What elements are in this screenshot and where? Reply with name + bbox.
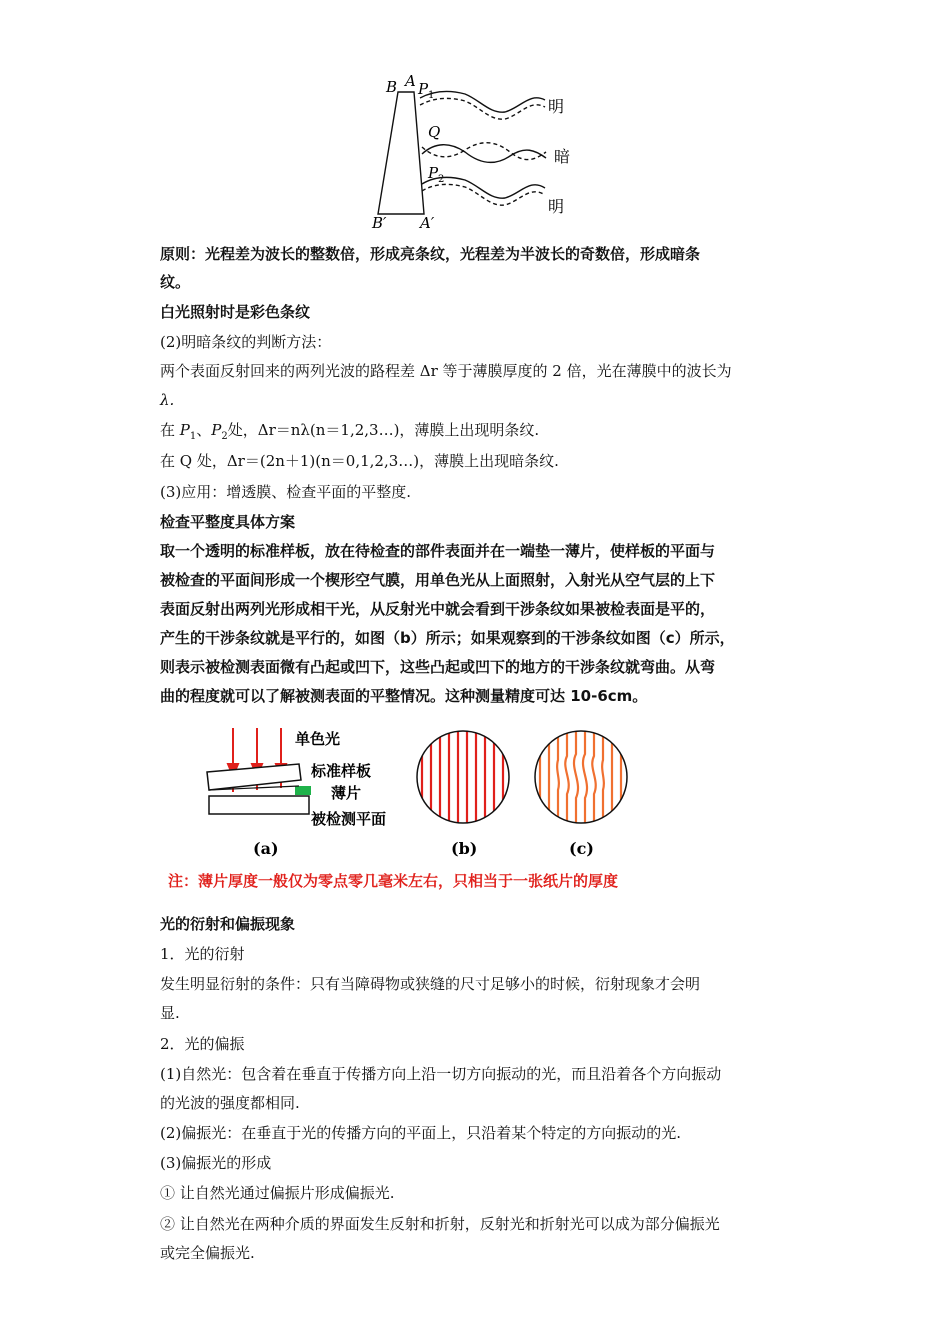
flatness-line-4: 产生的干涉条纹就是平行的，如图（b）所示；如果观察到的干涉条纹如图（c）所示， [160, 629, 735, 647]
diffraction-heading: 1．光的衍射 [160, 945, 245, 963]
label-q: Q [428, 123, 441, 141]
caption-c: (c) [569, 839, 594, 858]
polarization-heading: 2．光的偏振 [160, 1035, 245, 1053]
tested-surface [209, 796, 309, 814]
result-bright-top: 明 [548, 97, 565, 116]
white-light-heading: 白光照射时是彩色条纹 [160, 303, 311, 321]
q-position-line: 在 Q 处，Δr＝(2n＋1)(n＝0,1,2,3…)，薄膜上出现暗条纹. [160, 452, 559, 470]
flatness-line-5: 则表示被检测表面微有凸起或凹下，这些凸起或凹下的地方的干涉条纹就弯曲。从弯 [160, 658, 716, 676]
flatness-line-1: 取一个透明的标准样板，放在待检查的部件表面并在一端垫一薄片，使样板的平面与 [160, 542, 716, 560]
label-a-prime: A′ [420, 214, 435, 232]
flatness-line-3: 表面反射出两列光形成相干光，从反射光中就会看到干涉条纹如果被检表面是平的， [160, 600, 716, 618]
label-p2-sub: 2 [438, 174, 445, 185]
principle-line-1: 原则：光程差为波长的整数倍，形成亮条纹，光程差为半波长的奇数倍，形成暗条 [160, 245, 701, 263]
caption-a: (a) [253, 839, 279, 858]
label-p1-sub: 1 [428, 90, 435, 101]
principle-line-2: 纹。 [160, 273, 191, 291]
p2-symbol: P [211, 421, 222, 439]
result-dark: 暗 [554, 147, 571, 166]
p-line-pre: 在 [160, 421, 180, 439]
diffraction-condition-2: 显. [160, 1004, 180, 1022]
flatness-heading: 检查平整度具体方案 [160, 513, 296, 531]
wedge-film [378, 92, 424, 214]
label-standard-plate: 标准样板 [311, 762, 372, 780]
natural-light-1: (1)自然光：包含着在垂直于传播方向上沿一切方向振动的光，而且沿着各个方向振动 [160, 1065, 722, 1083]
p1-symbol: P [179, 421, 190, 439]
polarized-light: (2)偏振光：在垂直于光的传播方向的平面上，只沿着某个特定的方向振动的光. [160, 1124, 682, 1142]
flatness-line-2: 被检查的平面间形成一个楔形空气膜，用单色光从上面照射，入射光从空气层的上下 [160, 571, 716, 589]
p1-subscript: 1 [189, 431, 197, 442]
label-thin-sheet: 薄片 [331, 784, 362, 802]
p-line-post: 处，Δr＝nλ(n＝1,2,3…)，薄膜上出现明条纹. [227, 421, 540, 439]
p-separator: 、 [196, 421, 212, 439]
note-thickness: 注：薄片厚度一般仅为零点零几毫米左右，只相当于一张纸片的厚度 [168, 872, 619, 890]
formation-item-1: ① 让自然光通过偏振片形成偏振光. [160, 1184, 395, 1202]
diffraction-section-heading: 光的衍射和偏振现象 [160, 915, 296, 933]
label-tested-surface: 被检测平面 [311, 810, 387, 828]
formation-item-2a: ② 让自然光在两种介质的界面发生反射和折射，反射光和折射光可以成为部分偏振光 [160, 1215, 720, 1233]
label-a: A [405, 72, 416, 90]
p-positions-line [160, 420, 800, 447]
label-b-prime: B′ [372, 214, 387, 232]
label-p1: P [418, 80, 429, 98]
flatness-inspection-figure [195, 720, 635, 870]
wave-solid-top [420, 91, 545, 112]
label-monochromatic-light: 单色光 [295, 730, 341, 748]
thin-sheet [295, 786, 311, 795]
diffraction-condition-1: 发生明显衍射的条件：只有当障碍物或狭缝的尺寸足够小的时候，衍射现象才会明 [160, 975, 701, 993]
application-line: (3)应用：增透膜、检查平面的平整度. [160, 483, 412, 501]
result-bright-bottom: 明 [548, 197, 565, 216]
method-line-1: 两个表面反射回来的两列光波的路程差 Δr 等于薄膜厚度的 2 倍，光在薄膜中的波长为 [160, 362, 732, 380]
natural-light-2: 的光波的强度都相同. [160, 1094, 300, 1112]
formation-heading: (3)偏振光的形成 [160, 1154, 272, 1172]
caption-b: (b) [451, 839, 478, 858]
label-p2: P [428, 164, 439, 182]
method-heading: (2)明暗条纹的判断方法： [160, 333, 332, 351]
formation-item-2b: 或完全偏振光. [160, 1244, 255, 1262]
wedge-film-diagram [370, 72, 600, 232]
method-line-2: λ. [160, 391, 175, 409]
p2-subscript: 2 [221, 431, 228, 442]
flatness-line-6: 曲的程度就可以了解被测表面的平整情况。这种测量精度可达 10-6cm。 [160, 687, 648, 705]
label-b: B [386, 78, 398, 96]
